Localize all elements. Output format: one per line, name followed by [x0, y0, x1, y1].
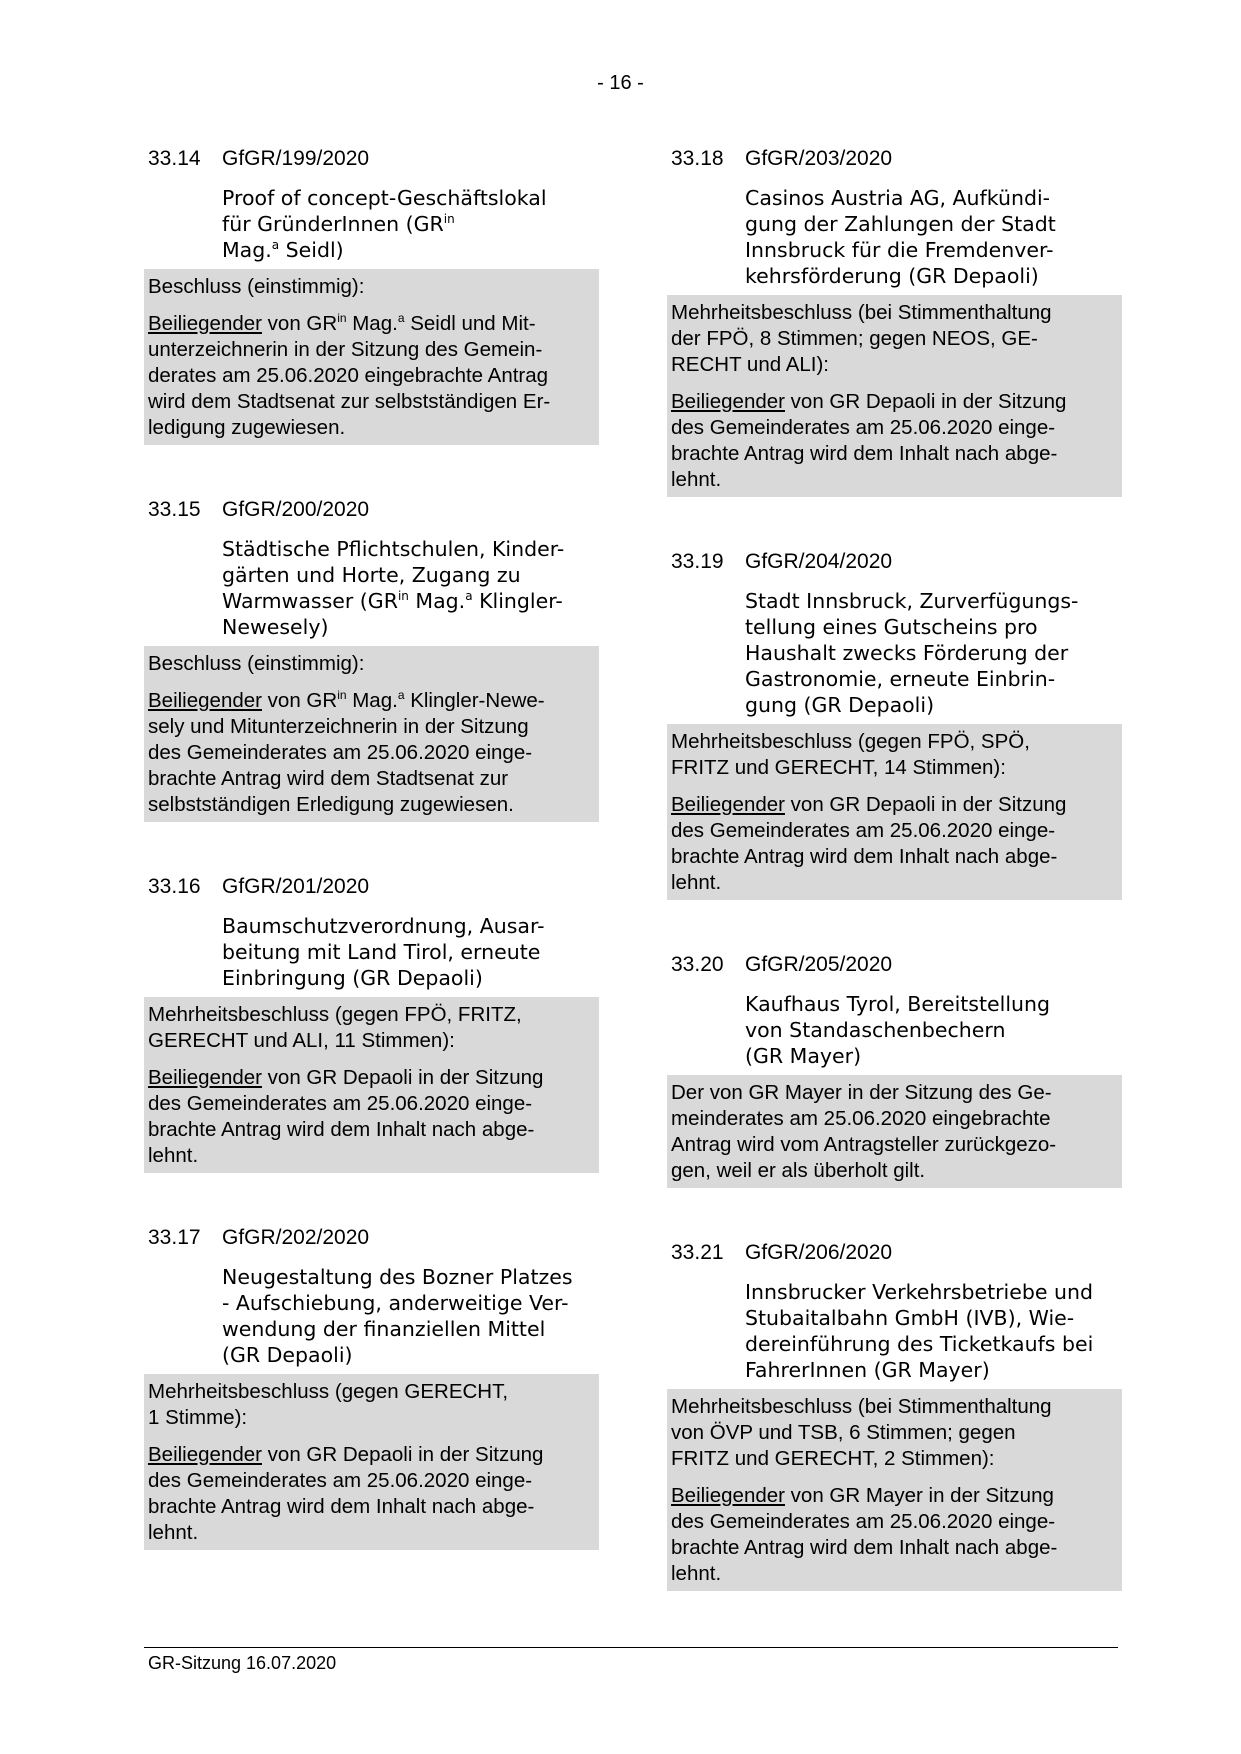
text-span: brachte Antrag wird dem Stadtsenat zur: [148, 767, 509, 790]
decision-text: [671, 792, 1118, 896]
text-span: von ÖVP und TSB, 6 Stimmen; gegen: [671, 1421, 1016, 1444]
footer: GR-Sitzung 16.07.2020: [148, 1653, 337, 1673]
item-reference: GfGR/202/2020: [222, 1226, 370, 1249]
text-span: Der von GR Mayer in der Sitzung des Ge-: [671, 1081, 1052, 1104]
item-number: 33.14: [148, 147, 201, 170]
superscript: in: [337, 311, 347, 326]
text-span: lehnt.: [671, 468, 722, 491]
underlined-term: Beiliegender: [671, 390, 785, 413]
decision-box: [667, 724, 1122, 900]
title-line: Seidl): [279, 238, 344, 262]
text-span: von GR: [261, 689, 338, 712]
agenda-item-33-14: [144, 146, 599, 445]
superscript: a: [271, 238, 280, 253]
title-line: beitung mit Land Tirol, erneute: [222, 940, 541, 964]
title-line: tellung eines Gutscheins pro: [745, 615, 1038, 639]
text-span: ledigung zugewiesen.: [148, 416, 346, 439]
title-line: Casinos Austria AG, Aufkündi-: [745, 186, 1051, 210]
decision-text: [671, 1080, 1118, 1184]
text-span: von GR Depaoli in der Sitzung: [261, 1066, 544, 1089]
item-reference: GfGR/199/2020: [222, 147, 370, 170]
text-span: des Gemeinderates am 25.06.2020 einge-: [671, 1510, 1056, 1533]
decision-heading: [671, 729, 1118, 781]
agenda-item-33-19: [667, 549, 1122, 900]
title-line: Warmwasser (GR: [222, 589, 398, 613]
text-span: Klingler-Newe-: [404, 689, 545, 712]
left-column: [144, 146, 599, 1550]
text-span: Antrag wird vom Antragsteller zurückgezo-: [671, 1133, 1057, 1156]
decision-box: [667, 1389, 1122, 1591]
item-title: [667, 588, 1122, 718]
right-column: [667, 146, 1122, 1591]
item-title: [144, 536, 599, 640]
decision-heading: [671, 1394, 1118, 1472]
text-span: Mehrheitsbeschluss (bei Stimmenthaltung: [671, 1395, 1052, 1418]
text-span: derates am 25.06.2020 eingebrachte Antrag: [148, 364, 549, 387]
agenda-item-33-21: [667, 1240, 1122, 1591]
item-title: [144, 913, 599, 991]
text-span: brachte Antrag wird dem Inhalt nach abge-: [671, 1536, 1058, 1559]
title-line: Proof of concept-Geschäftslokal: [222, 186, 547, 210]
text-span: GERECHT und ALI, 11 Stimmen):: [148, 1029, 455, 1052]
title-line: Mag.: [222, 238, 272, 262]
text-span: wird dem Stadtsenat zur selbstständigen Er-: [148, 390, 551, 413]
text-span: von GR Mayer in der Sitzung: [784, 1484, 1054, 1507]
text-span: des Gemeinderates am 25.06.2020 einge-: [671, 416, 1056, 439]
item-reference: GfGR/204/2020: [745, 550, 893, 573]
item-header: [144, 497, 599, 523]
underlined-term: Beiliegender: [148, 1443, 262, 1466]
decision-text: [148, 1442, 595, 1546]
item-header: [667, 952, 1122, 978]
superscript: in: [397, 589, 409, 604]
text-span: brachte Antrag wird dem Inhalt nach abge-: [671, 442, 1058, 465]
item-title: [144, 1264, 599, 1368]
text-span: unterzeichnerin in der Sitzung des Gemein-: [148, 338, 543, 361]
decision-box: [144, 997, 599, 1173]
title-line: (GR Depaoli): [222, 1343, 353, 1367]
text-span: 1 Stimme):: [148, 1406, 248, 1429]
text-span: brachte Antrag wird dem Inhalt nach abge-: [148, 1118, 535, 1141]
decision-heading: [148, 1379, 595, 1431]
title-line: Newesely): [222, 615, 329, 639]
decision-text: [671, 389, 1118, 493]
decision-box: [144, 269, 599, 445]
title-line: Stadt Innsbruck, Zurverfügungs-: [745, 589, 1079, 613]
title-line: FahrerInnen (GR Mayer): [745, 1358, 990, 1382]
title-line: - Aufschiebung, anderweitige Ver-: [222, 1291, 569, 1315]
item-reference: GfGR/205/2020: [745, 953, 893, 976]
title-line: Innsbrucker Verkehrsbetriebe und: [745, 1280, 1093, 1304]
footer-divider: [144, 1647, 1118, 1648]
text-span: Mehrheitsbeschluss (bei Stimmenthaltung: [671, 301, 1052, 324]
decision-heading: Beschluss (einstimmig):: [148, 652, 365, 675]
text-span: der FPÖ, 8 Stimmen; gegen NEOS, GE-: [671, 327, 1038, 350]
text-span: FRITZ und GERECHT, 14 Stimmen):: [671, 756, 1006, 779]
title-line: für GründerInnen (GR: [222, 212, 444, 236]
superscript: in: [337, 688, 347, 703]
item-header: [667, 1240, 1122, 1266]
underlined-term: Beiliegender: [671, 793, 785, 816]
item-number: 33.15: [148, 498, 201, 521]
text-span: sely und Mitunterzeichnerin in der Sitzung: [148, 715, 529, 738]
text-span: lehnt.: [671, 1562, 722, 1585]
decision-heading: Beschluss (einstimmig):: [148, 275, 365, 298]
decision-heading: [671, 300, 1118, 378]
superscript: a: [465, 589, 473, 604]
text-span: des Gemeinderates am 25.06.2020 einge-: [148, 741, 533, 764]
page-number: - 16 -: [597, 72, 644, 94]
agenda-item-33-18: [667, 146, 1122, 497]
item-number: 33.21: [671, 1241, 724, 1264]
title-line: kehrsförderung (GR Depaoli): [745, 264, 1039, 288]
decision-text: [148, 688, 595, 818]
title-line: Kaufhaus Tyrol, Bereitstellung: [745, 992, 1051, 1016]
item-title: [667, 1279, 1122, 1383]
title-line: Neugestaltung des Bozner Platzes: [222, 1265, 573, 1289]
decision-box: [144, 1374, 599, 1550]
decision-text: [148, 1065, 595, 1169]
text-span: lehnt.: [671, 871, 722, 894]
title-line: dereinführung des Ticketkaufs bei: [745, 1332, 1094, 1356]
text-span: selbstständigen Erledigung zugewiesen.: [148, 793, 514, 816]
item-header: [667, 146, 1122, 172]
text-span: Mag.: [346, 312, 398, 335]
text-span: brachte Antrag wird dem Inhalt nach abge-: [671, 845, 1058, 868]
item-title: [667, 185, 1122, 289]
decision-box: [144, 646, 599, 822]
text-span: von GR: [261, 312, 338, 335]
title-line: Städtische Pflichtschulen, Kinder-: [222, 537, 565, 561]
decision-text: [671, 1483, 1118, 1587]
decision-text: [148, 311, 595, 441]
title-line: Haushalt zwecks Förderung der: [745, 641, 1069, 665]
title-line: Stubaitalbahn GmbH (IVB), Wie-: [745, 1306, 1075, 1330]
text-span: des Gemeinderates am 25.06.2020 einge-: [671, 819, 1056, 842]
title-line: Klingler-: [472, 589, 563, 613]
item-reference: GfGR/203/2020: [745, 147, 893, 170]
text-span: RECHT und ALI):: [671, 353, 829, 376]
title-line: Gastronomie, erneute Einbrin-: [745, 667, 1056, 691]
text-span: des Gemeinderates am 25.06.2020 einge-: [148, 1469, 533, 1492]
superscript: a: [397, 311, 405, 326]
item-number: 33.17: [148, 1226, 201, 1249]
agenda-item-33-20: [667, 952, 1122, 1188]
item-reference: GfGR/201/2020: [222, 875, 370, 898]
item-header: [144, 1225, 599, 1251]
title-line: gärten und Horte, Zugang zu: [222, 563, 521, 587]
title-line: gung (GR Depaoli): [745, 693, 935, 717]
item-number: 33.18: [671, 147, 724, 170]
item-title: [667, 991, 1122, 1069]
agenda-item-33-15: [144, 497, 599, 822]
title-line: Einbringung (GR Depaoli): [222, 966, 483, 990]
agenda-item-33-17: [144, 1225, 599, 1550]
underlined-term: Beiliegender: [671, 1484, 785, 1507]
title-line: Baumschutzverordnung, Ausar-: [222, 914, 545, 938]
item-reference: GfGR/206/2020: [745, 1241, 893, 1264]
item-header: [144, 874, 599, 900]
superscript: a: [397, 688, 405, 703]
text-span: FRITZ und GERECHT, 2 Stimmen):: [671, 1447, 995, 1470]
underlined-term: Beiliegender: [148, 689, 262, 712]
item-reference: GfGR/200/2020: [222, 498, 370, 521]
item-header: [144, 146, 599, 172]
decision-box: [667, 295, 1122, 497]
title-line: Innsbruck für die Fremdenver-: [745, 238, 1054, 262]
underlined-term: Beiliegender: [148, 312, 262, 335]
text-span: Mehrheitsbeschluss (gegen FPÖ, FRITZ,: [148, 1003, 522, 1026]
text-span: von GR Depaoli in der Sitzung: [784, 793, 1067, 816]
title-line: (GR Mayer): [745, 1044, 862, 1068]
item-number: 33.16: [148, 875, 201, 898]
text-span: Seidl und Mit-: [404, 312, 536, 335]
item-title: [144, 185, 599, 263]
decision-box: [667, 1075, 1122, 1188]
decision-heading: [148, 1002, 595, 1054]
title-line: wendung der finanziellen Mittel: [222, 1317, 546, 1341]
item-number: 33.20: [671, 953, 724, 976]
item-header: [667, 549, 1122, 575]
text-span: von GR Depaoli in der Sitzung: [784, 390, 1067, 413]
superscript: in: [443, 212, 455, 227]
text-span: Mag.: [346, 689, 398, 712]
text-span: Mehrheitsbeschluss (gegen GERECHT,: [148, 1380, 509, 1403]
text-span: von GR Depaoli in der Sitzung: [261, 1443, 544, 1466]
item-number: 33.19: [671, 550, 724, 573]
underlined-term: Beiliegender: [148, 1066, 262, 1089]
text-span: lehnt.: [148, 1144, 199, 1167]
title-line: gung der Zahlungen der Stadt: [745, 212, 1056, 236]
text-span: meinderates am 25.06.2020 eingebrachte: [671, 1107, 1051, 1130]
text-span: des Gemeinderates am 25.06.2020 einge-: [148, 1092, 533, 1115]
text-span: brachte Antrag wird dem Inhalt nach abge-: [148, 1495, 535, 1518]
title-line: Mag.: [408, 589, 466, 613]
agenda-item-33-16: [144, 874, 599, 1173]
title-line: von Standaschenbechern: [745, 1018, 1006, 1042]
text-span: Mehrheitsbeschluss (gegen FPÖ, SPÖ,: [671, 730, 1030, 753]
text-span: gen, weil er als überholt gilt.: [671, 1159, 926, 1182]
text-span: lehnt.: [148, 1521, 199, 1544]
